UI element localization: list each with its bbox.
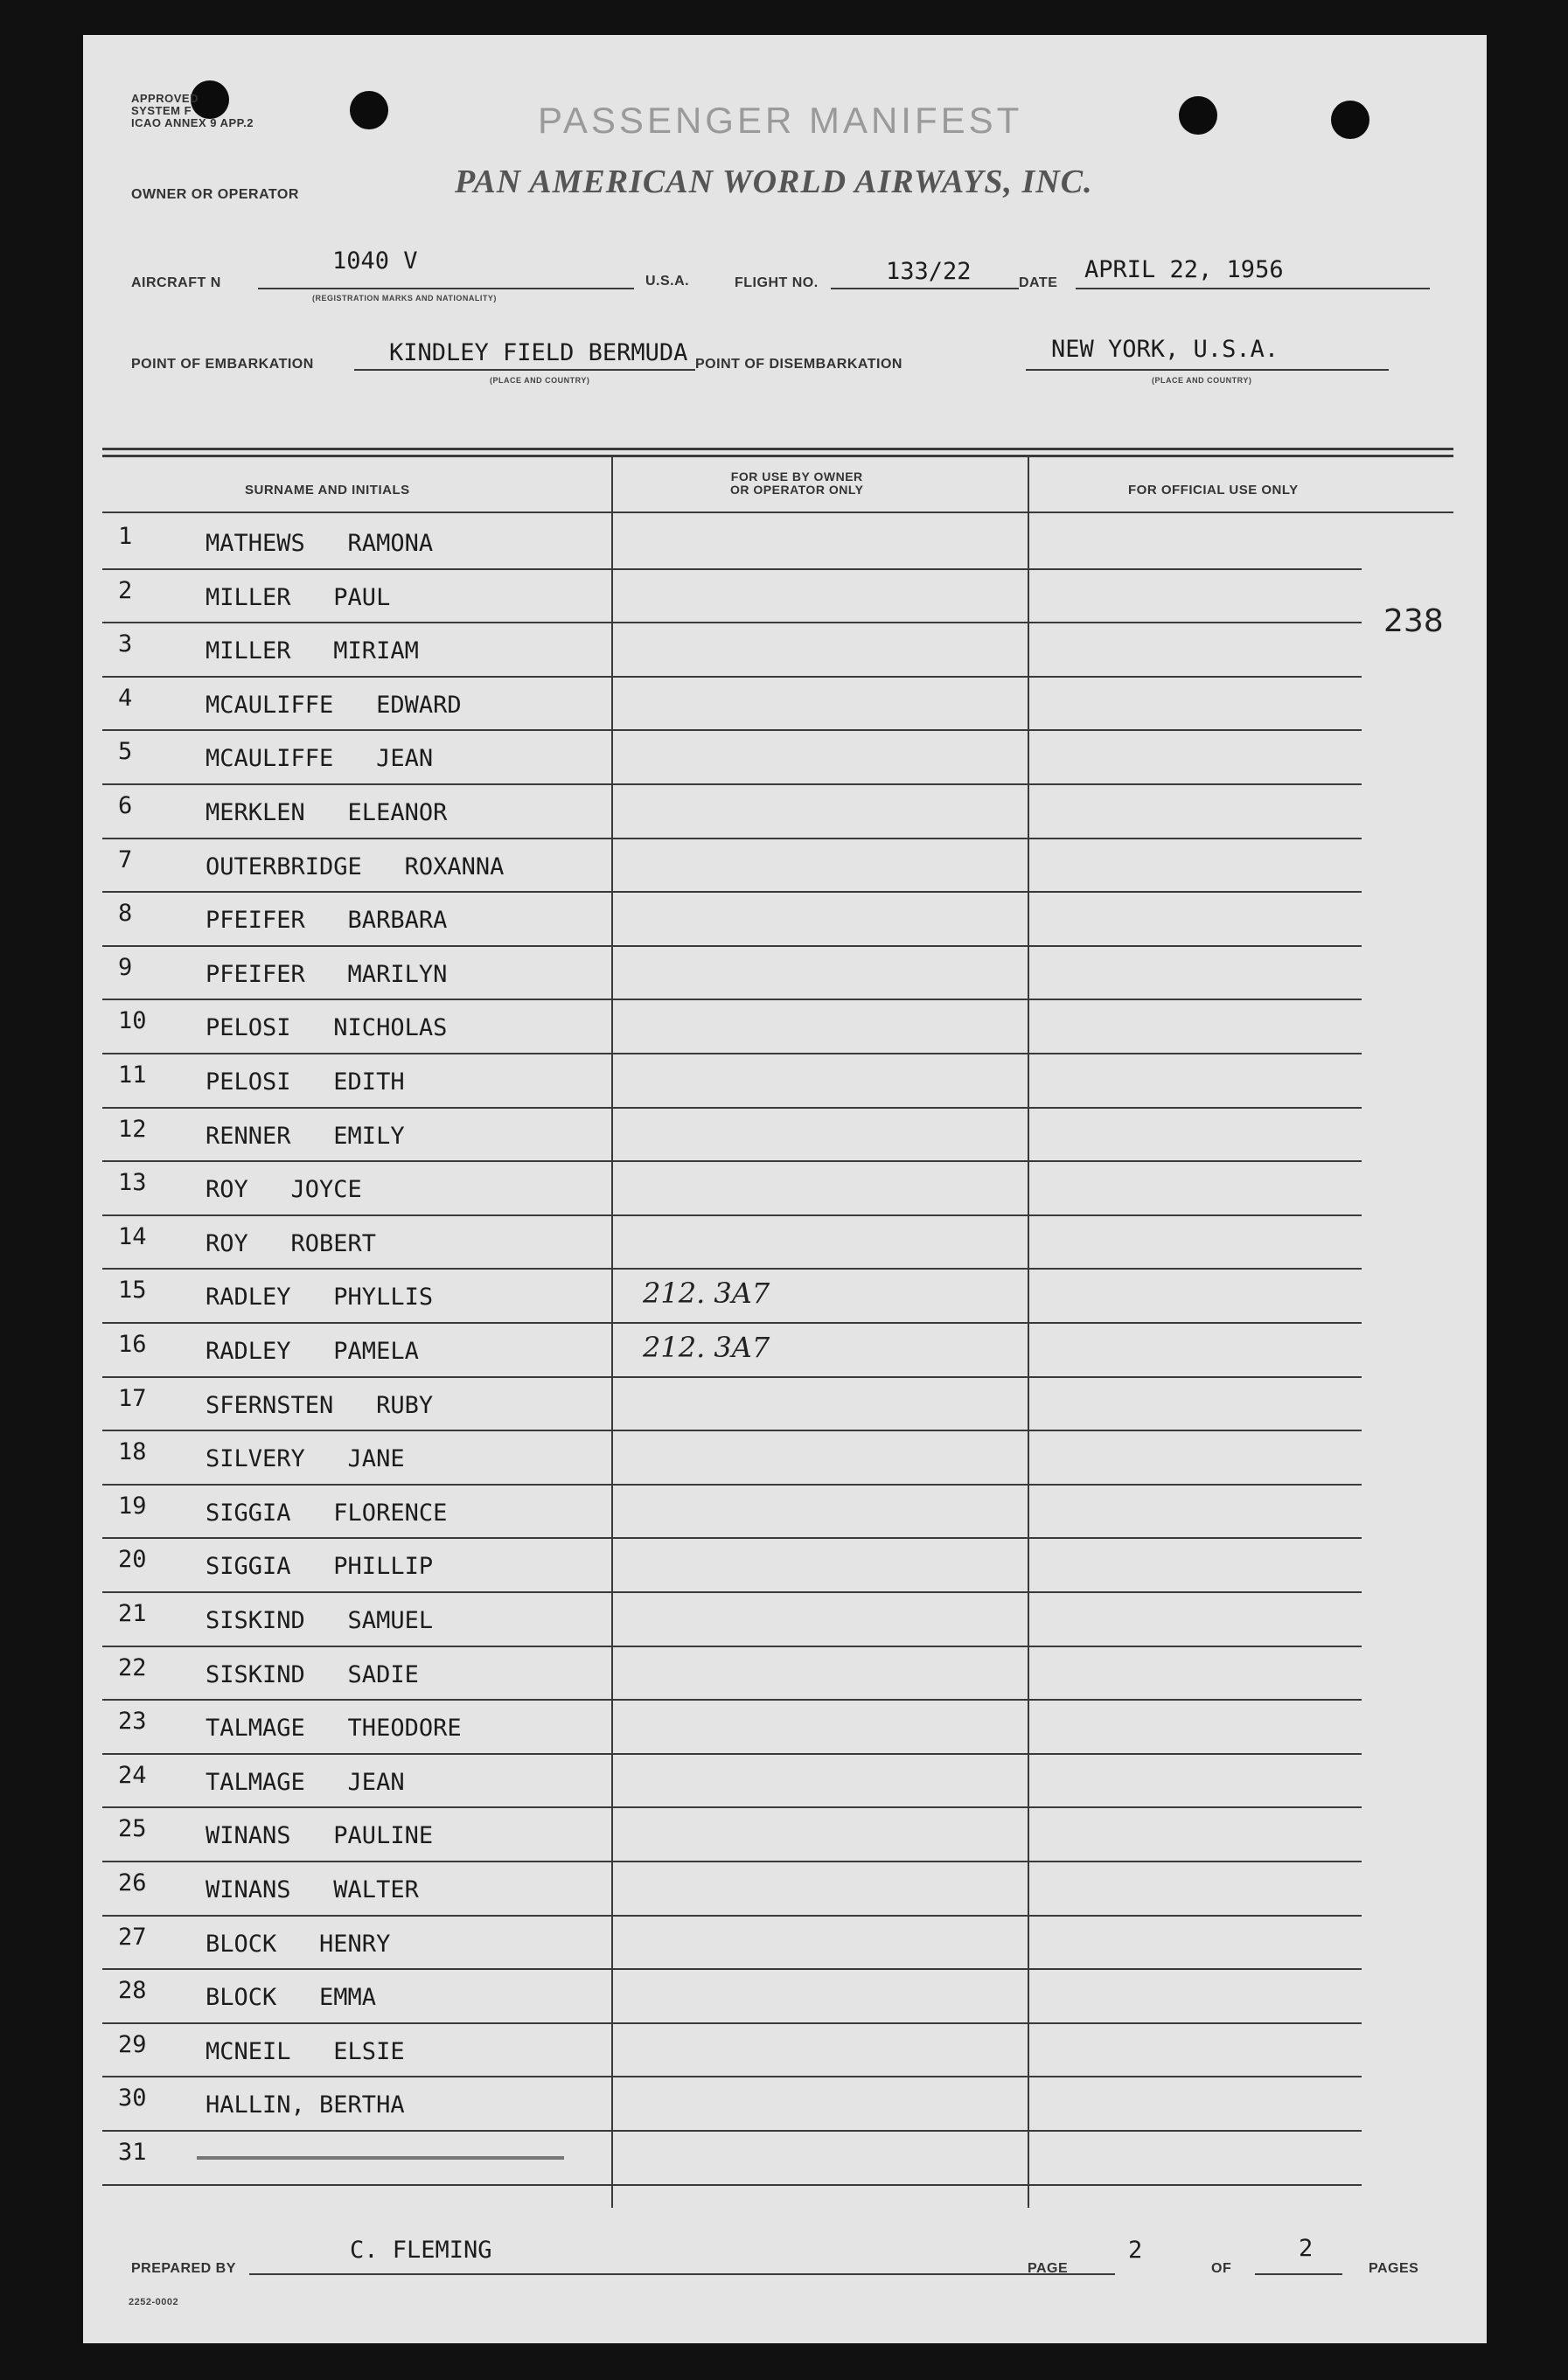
disembarkation-label: POINT OF DISEMBARKATION <box>695 357 902 372</box>
row-number: 9 <box>118 953 133 981</box>
row-number: 30 <box>118 2084 147 2112</box>
row-number: 10 <box>118 1007 147 1035</box>
owner-note: 212. 3A7 <box>643 1331 770 1364</box>
passenger-name: MCAULIFFE JEAN <box>206 745 434 773</box>
passenger-name: MATHEWS RAMONA <box>206 530 434 557</box>
col-owner-header: FOR USE BY OWNER OR OPERATOR ONLY <box>730 470 864 497</box>
row-number: 11 <box>118 1061 147 1089</box>
row-number: 16 <box>118 1331 147 1358</box>
row-number: 28 <box>118 1977 147 2005</box>
row-number: 23 <box>118 1708 147 1736</box>
row-number: 26 <box>118 1869 147 1896</box>
owner-note: 212. 3A7 <box>643 1277 770 1311</box>
row-number: 21 <box>118 1600 147 1627</box>
row-number: 2 <box>118 576 133 604</box>
passenger-name: TALMAGE JEAN <box>206 1768 405 1796</box>
country-value: U.S.A. <box>645 274 690 289</box>
passenger-name: SISKIND SAMUEL <box>206 1607 434 1634</box>
punch-hole <box>1331 101 1369 139</box>
strike-mark <box>197 2156 564 2160</box>
passenger-name: WINANS PAULINE <box>206 1822 434 1850</box>
passenger-name: ROY JOYCE <box>206 1176 362 1204</box>
row-number: 14 <box>118 1222 147 1250</box>
passenger-name: WINANS WALTER <box>206 1876 419 1903</box>
disembarkation-caption: (PLACE AND COUNTRY) <box>1152 376 1252 385</box>
of-label: OF <box>1211 2261 1232 2276</box>
page-title: PASSENGER MANIFEST <box>538 100 1023 141</box>
passenger-name: SIGGIA FLORENCE <box>206 1499 448 1527</box>
passenger-name: MILLER MIRIAM <box>206 637 419 665</box>
row-number: 13 <box>118 1169 147 1197</box>
col-official-header: FOR OFFICIAL USE ONLY <box>1128 483 1299 498</box>
row-number: 6 <box>118 792 133 819</box>
row-number: 29 <box>118 2030 147 2058</box>
passenger-name: PFEIFER MARILYN <box>206 960 448 988</box>
date-label: DATE <box>1019 275 1058 290</box>
punch-hole <box>350 91 388 129</box>
embarkation-label: POINT OF EMBARKATION <box>131 357 314 372</box>
row-number: 5 <box>118 738 133 766</box>
passenger-name: BLOCK EMMA <box>206 1984 377 2012</box>
embarkation-value: KINDLEY FIELD BERMUDA <box>389 339 688 366</box>
punch-hole <box>1179 96 1217 135</box>
aircraft-label: AIRCRAFT N <box>131 275 221 290</box>
passenger-name: PELOSI EDITH <box>206 1068 405 1096</box>
pages-label: PAGES <box>1369 2261 1419 2276</box>
flight-value: 133/22 <box>886 258 972 285</box>
passenger-name: MCNEIL ELSIE <box>206 2037 405 2065</box>
page-number: 2 <box>1128 2237 1143 2264</box>
row-number: 8 <box>118 900 133 928</box>
passenger-name: RENNER EMILY <box>206 1122 405 1150</box>
passenger-name: BLOCK HENRY <box>206 1930 391 1958</box>
disembarkation-value: NEW YORK, U.S.A. <box>1051 336 1279 363</box>
passenger-name: SIGGIA PHILLIP <box>206 1553 434 1581</box>
row-number: 17 <box>118 1384 147 1412</box>
row-number: 25 <box>118 1815 147 1843</box>
row-number: 22 <box>118 1653 147 1681</box>
row-number: 15 <box>118 1277 147 1305</box>
passenger-name: SILVERY JANE <box>206 1445 405 1473</box>
embarkation-caption: (PLACE AND COUNTRY) <box>490 376 590 385</box>
row-number: 27 <box>118 1923 147 1951</box>
flight-label: FLIGHT NO. <box>735 275 819 290</box>
row-number: 1 <box>118 523 133 550</box>
approval-note: APPROVED SYSTEM F ICAO ANNEX 9 APP.2 <box>131 92 254 129</box>
passenger-name: TALMAGE THEODORE <box>206 1715 462 1743</box>
prepared-value: C. FLEMING <box>350 2237 492 2264</box>
passenger-name: SFERNSTEN RUBY <box>206 1391 434 1419</box>
passenger-name: PFEIFER BARBARA <box>206 907 448 935</box>
passenger-name: MERKLEN ELEANOR <box>206 799 448 826</box>
row-number: 4 <box>118 684 133 712</box>
passenger-name: ROY ROBERT <box>206 1229 377 1257</box>
passenger-name: MCAULIFFE EDWARD <box>206 691 462 719</box>
passenger-name: RADLEY PAMELA <box>206 1338 419 1365</box>
passenger-name: MILLER PAUL <box>206 583 391 611</box>
date-value: APRIL 22, 1956 <box>1084 256 1284 283</box>
prepared-label: PREPARED BY <box>131 2261 236 2276</box>
form-number: 2252-0002 <box>129 2297 179 2307</box>
passenger-name: SISKIND SADIE <box>206 1660 419 1688</box>
aircraft-caption: (REGISTRATION MARKS AND NATIONALITY) <box>312 294 497 303</box>
row-number: 7 <box>118 846 133 873</box>
col-surname-header: SURNAME AND INITIALS <box>245 483 410 498</box>
passenger-name: RADLEY PHYLLIS <box>206 1284 434 1312</box>
row-number: 19 <box>118 1492 147 1520</box>
passenger-name: HALLIN, BERTHA <box>206 2091 405 2119</box>
row-number: 3 <box>118 630 133 658</box>
side-number: 238 <box>1383 603 1444 639</box>
row-number: 31 <box>118 2139 147 2166</box>
row-number: 12 <box>118 1115 147 1143</box>
passenger-name: PELOSI NICHOLAS <box>206 1014 448 1042</box>
row-number: 20 <box>118 1546 147 1574</box>
manifest-sheet <box>83 35 1487 2343</box>
aircraft-value: 1040 V <box>332 247 418 275</box>
row-number: 24 <box>118 1761 147 1789</box>
row-number: 18 <box>118 1438 147 1466</box>
operator-name: PAN AMERICAN WORLD AIRWAYS, INC. <box>455 164 1093 200</box>
owner-label: OWNER OR OPERATOR <box>131 187 299 202</box>
page-label: PAGE <box>1028 2261 1069 2276</box>
page-total: 2 <box>1299 2235 1314 2262</box>
passenger-name: OUTERBRIDGE ROXANNA <box>206 852 505 880</box>
